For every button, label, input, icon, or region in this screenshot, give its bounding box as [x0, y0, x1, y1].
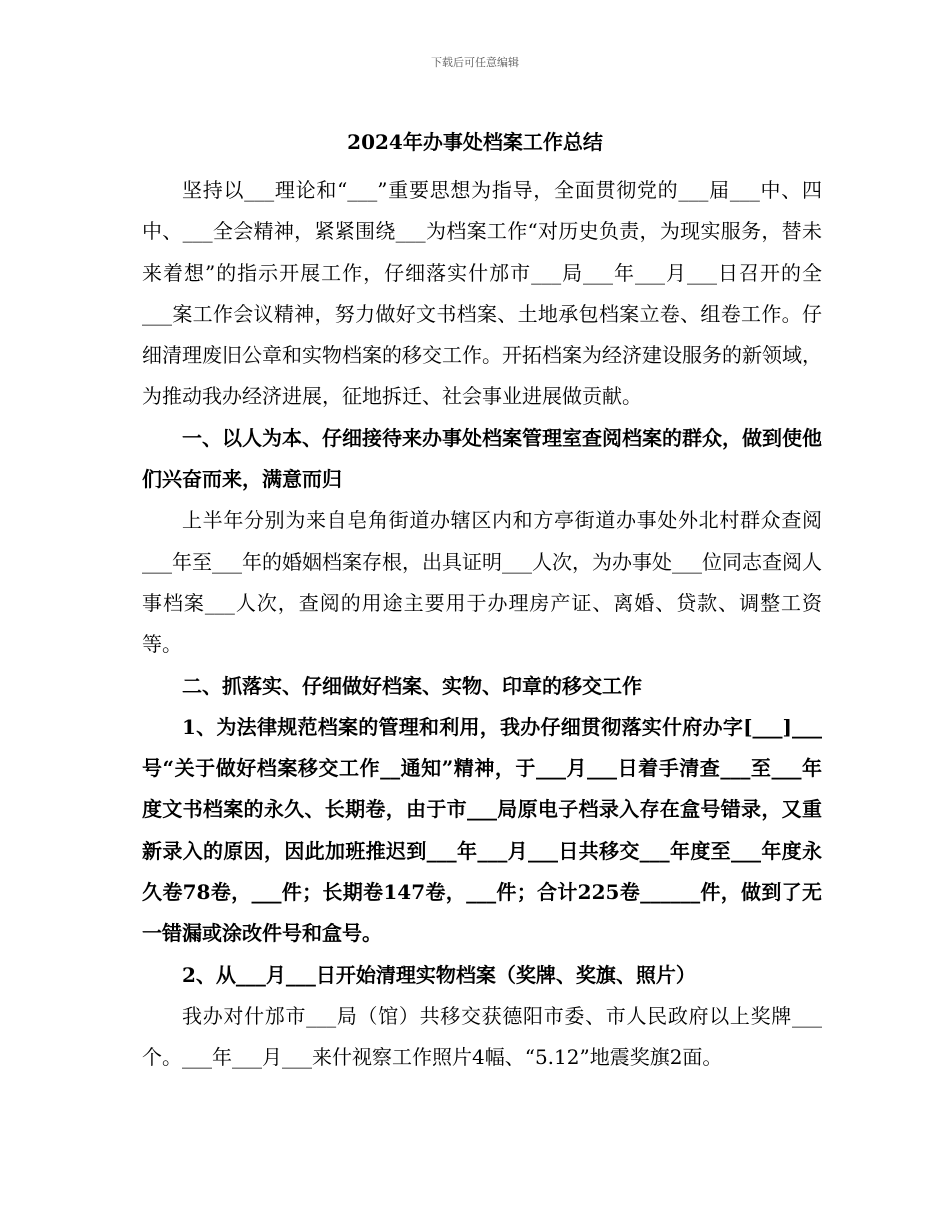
paragraph-item-2-heading: 2、从___月___日开始清理实物档案（奖牌、奖旗、照片） [182, 962, 696, 987]
paragraph-intro: 坚持以___理论和“___”重要思想为指导，全面贯彻党的___届___中、四中、___全会精神，紧紧围绕___为档案工作“对历史负责，为现实服务，替未来着想”的指示开展工作，仔细落实什邡市___局___年___月___日召开的全___案工作会议精神，努力做好文书档案、土地承包档案立卷、组卷工作。仔细清理废旧公章和实物档案的移交工作。开拓档案为经济建设服务的新领域，为推动我办经济进展，征地拆迁、社会事业进展做贡献。 [142, 178, 822, 409]
paragraph-section-1: 上半年分别为来自皂角街道办辖区内和方亭街道办事处外北村群众查阅___年至___年的婚姻档案存根，出具证明___人次，为办事处___位同志查阅人事档案___人次，查阅的用途主要用于办理房产证、离婚、贷款、调整工资等。 [142, 508, 822, 657]
paragraph-item-2: 我办对什邡市___局（馆）共移交获德阳市委、市人民政府以上奖牌___个。___年___月___来什视察工作照片4幅、“5.12”地震奖旗2面。 [142, 1003, 822, 1070]
document-title: 2024年办事处档案工作总结 [347, 130, 603, 154]
paragraph-item-1: 1、为法律规范档案的管理和利用，我办仔细贯彻落实什府办字[___]___号“关于做好档案移交工作__通知”精神，于___月___日着手清查___至___年度文书档案的永久、长期卷，由于市___局原电子档录入存在盒号错录，又重新录入的原因，因此加班推迟到___年___月___日共移交___年度至___年度永久卷78卷，___件；长期卷147卷，___件；合计225卷______件，做到了无一错漏或涂改件号和盒号。 [142, 714, 822, 946]
section-heading-2: 二、抓落实、仔细做好档案、实物、印章的移交工作 [182, 673, 642, 698]
section-heading-1: 一、以人为本、仔细接待来办事处档案管理室查阅档案的群众，做到使他们兴奋而来，满意而归 [142, 425, 822, 492]
header-note: 下载后可任意编辑 [431, 56, 519, 69]
document-body [142, 170, 822, 1079]
